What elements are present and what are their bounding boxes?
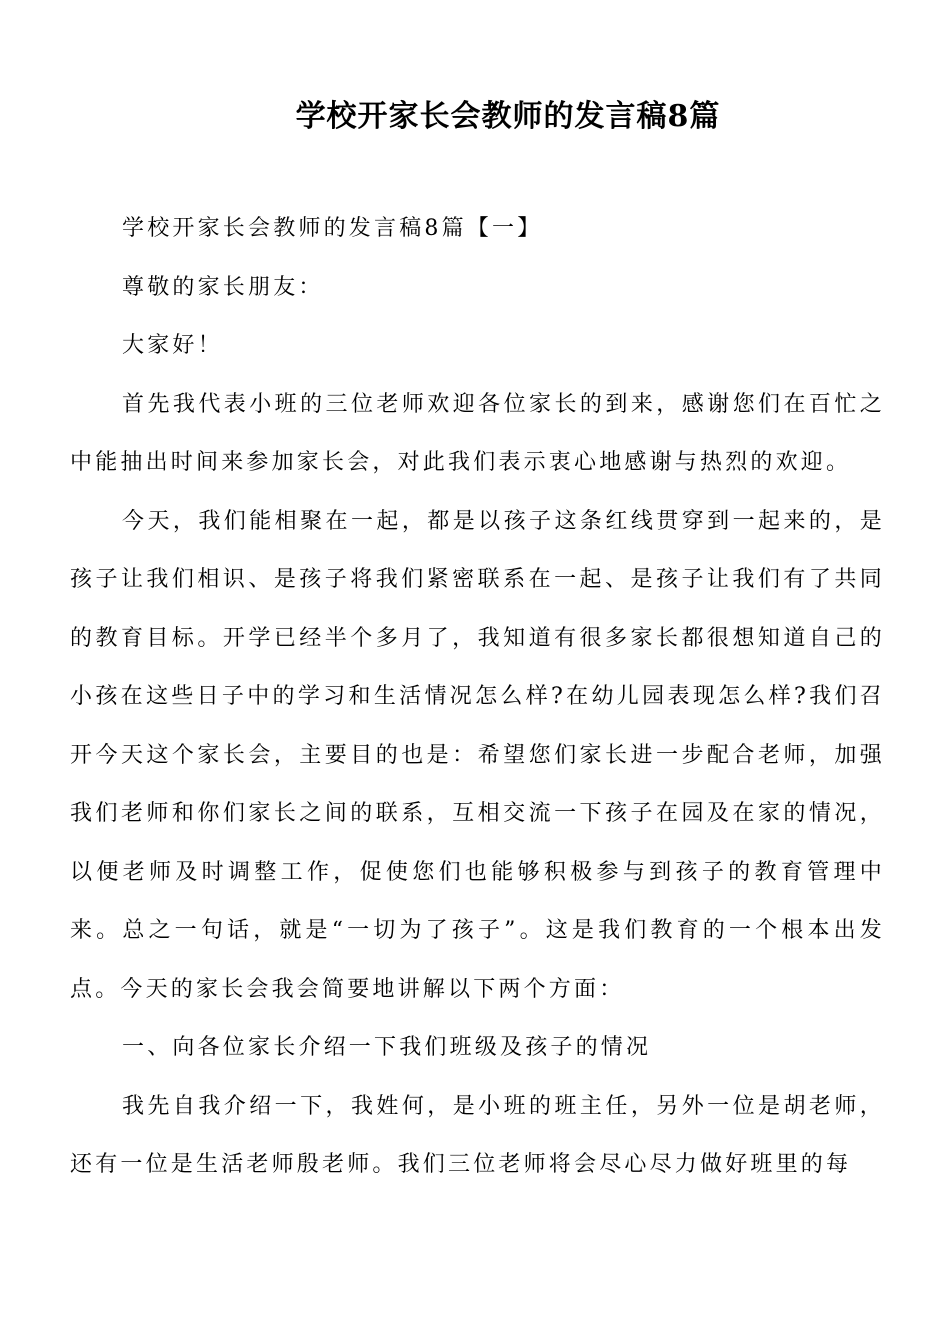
paragraph-teacher-intro: 我先自我介绍一下，我姓何，是小班的班主任，另外一位是胡老师，还有一位是生活老师殷老师。我们三位老师将会尽心尽力做好班里的每 [70, 1093, 885, 1177]
paragraph-welcome: 首先我代表小班的三位老师欢迎各位家长的到来，感谢您们在百忙之中能抽出时间来参加家长会，对此我们表示衷心地感谢与热烈的欢迎。 [70, 391, 885, 475]
salutation: 尊敬的家长朋友： [122, 274, 324, 300]
section-heading: 学校开家长会教师的发言稿8篇【一】 [122, 216, 543, 241]
paragraph-purpose: 今天，我们能相聚在一起，都是以孩子这条红线贯穿到一起来的，是孩子让我们相识、是孩子将我们紧密联系在一起、是孩子让我们有了共同的教育目标。开学已经半个多月了，我知道有很多家长都很想知道自己的小孩在这些日子中的学习和生活情况怎么样?在幼儿园表现怎么样?我们召开今天这个家长会，主要目的也是：希望您们家长进一步配合老师，加强我们老师和你们家长之间的联系，互相交流一下孩子在园及在家的情况，以便老师及时调整工作，促使您们也能够积极参与到孩子的教育管理中来。总之一句话，就是“一切为了孩子”。这是我们教育的一个根本出发点。今天的家长会我会简要地讲解以下两个方面： [70, 508, 885, 1002]
document-body [70, 200, 885, 1195]
greeting: 大家好！ [122, 333, 223, 358]
subheading-class-intro: 一、向各位家长介绍一下我们班级及孩子的情况 [122, 1035, 652, 1060]
document-title: 学校开家长会教师的发言稿8篇 [295, 99, 721, 134]
